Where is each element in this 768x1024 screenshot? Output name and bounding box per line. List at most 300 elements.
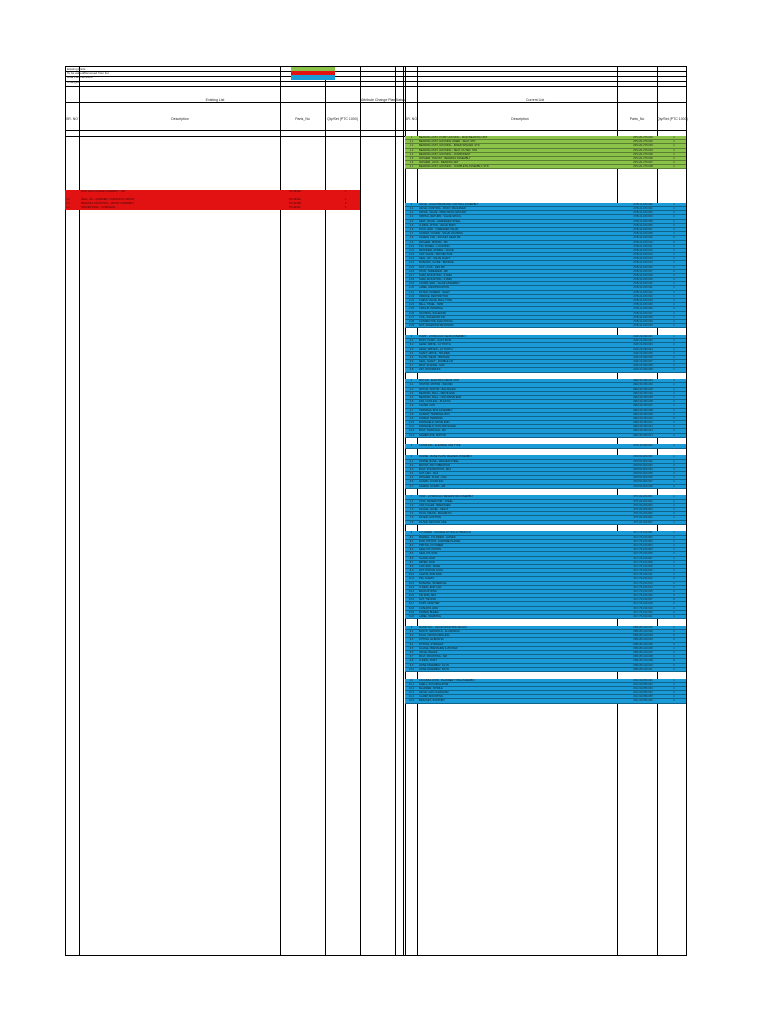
part-sr: 8.6 (409, 556, 414, 560)
part-part: ZHP-22-090-009 (633, 368, 653, 372)
part-row (405, 668, 686, 672)
part-qty: 1 (673, 650, 675, 654)
part-qty: 1 (673, 516, 675, 520)
part-part: ZCY-70-310-004 (633, 543, 653, 547)
part-qty: 1 (673, 630, 675, 634)
part-part: ZVB-41-180-004 (633, 215, 653, 219)
part-desc: SCREW, BLEED (419, 610, 439, 614)
part-desc: SHELL, ACCUMULATOR (419, 682, 449, 686)
part-qty: 8 (673, 598, 675, 602)
part-part: ZAC-90-050-003 (633, 686, 653, 690)
existing-list-title: Existing List (205, 98, 225, 102)
legend-label: Existing Parts (67, 66, 86, 71)
part-part: ZEM-30-450-001 (633, 379, 653, 383)
part-row (405, 699, 686, 703)
part-sr: 8.14 (408, 589, 415, 593)
part-part: ZMF-80-120-001 (633, 625, 653, 629)
part-sr: 2.12 (408, 253, 415, 257)
row-divider (65, 81, 686, 82)
part-desc: GAUGE, PRESSURE 0-250 BAR (419, 646, 458, 650)
part-desc: GEAR, DRIVEN - 12 TOOTH (419, 347, 453, 351)
part-desc: SCREW, CAP - SOCKET HEAD M6 (419, 236, 461, 240)
part-desc: FITTING, ELBOW 90 (419, 638, 444, 642)
part-part: ZCY-70-310-008 (633, 560, 653, 564)
part-desc: ORIFICE, RESTRICTOR (419, 294, 448, 298)
part-desc: SEAL KIT, PISTON (419, 548, 442, 552)
part-qty: 1 (673, 253, 675, 257)
part-qty: 1 (673, 219, 675, 223)
part-desc: VALVE - HIGH PRESSURE CONTROL ASSEMBLY (419, 202, 479, 206)
part-sr: 8.10 (408, 573, 415, 577)
part-qty: 4 (673, 484, 675, 488)
part-desc: ROD, PISTON - CHROME PLATED (419, 539, 461, 543)
part-qty: 1 (673, 625, 675, 629)
part-part: ZHP-22-090-003 (633, 343, 653, 347)
part-sr: 8.18 (408, 606, 415, 610)
part-sr: 9.9 (409, 663, 414, 667)
part-part: ZPG-81-275-007 (633, 161, 653, 165)
part-part: ZHP-22-090-001 (633, 334, 653, 338)
part-qty: 1 (673, 535, 675, 539)
part-desc: BRACKET, SUPPORT (419, 699, 445, 703)
part-qty: 1 (673, 339, 675, 343)
part-desc: TERMINAL BOX ASSEMBLY (419, 408, 453, 412)
part-sr: 8.12 (408, 581, 415, 585)
part-part: ZEM-30-450-005 (633, 395, 653, 399)
part-desc: COVER, END - VALVE ASSEMBLY (419, 282, 460, 286)
part-qty: 1 (673, 286, 675, 290)
part-qty: 4 (673, 472, 675, 476)
part-part: ZVB-41-180-025 (633, 303, 653, 307)
part-qty: 1 (673, 556, 675, 560)
part-sr: 4.11 (409, 425, 414, 429)
part-sr: 4.3 (409, 391, 414, 395)
part-part: ZCY-70-310-003 (633, 539, 653, 543)
part-desc: SHAFT, DRIVE - SPLINED (419, 351, 450, 355)
part-qty: 4 (673, 429, 675, 433)
part-qty: 1 (673, 552, 675, 556)
part-desc: GUARD, COUPLING (419, 480, 444, 484)
part-desc: STATOR, MOTOR - WOUND (419, 383, 453, 387)
part-desc: CONNECTOR, ELECTRICAL (419, 319, 454, 323)
part-sr: 6.6 (409, 480, 414, 484)
part-qty: 1 (673, 319, 675, 323)
part-part: ZMF-80-120-010 (633, 663, 653, 667)
part-qty: 1 (673, 682, 675, 686)
row-divider (65, 71, 686, 72)
part-desc: VALVE, RELIEF (419, 650, 438, 654)
part-part: ZCY-70-310-016 (633, 594, 653, 598)
part-sr: 2.18 (408, 278, 415, 282)
part-desc: SEAL KIT, ROD (419, 552, 438, 556)
part-qty: 2 (673, 638, 675, 642)
part-desc: WASHER, THRUST - BEARING ASSEMBLY (419, 156, 471, 160)
part-part: ZVB-41-180-026 (633, 307, 653, 311)
part-desc: CYLINDER - DOUBLE ACTING HYDRAULIC (419, 531, 472, 535)
part-part: ZCY-70-310-015 (633, 589, 653, 593)
part-desc: CAP, FILLER - BREATHER (419, 503, 451, 507)
part-part: ZEM-30-450-003 (633, 387, 653, 391)
part-sr: 2.3 (409, 215, 414, 219)
spreadsheet (65, 66, 686, 956)
part-qty: 1 (673, 202, 675, 206)
part-part: ZTK-60-200-006 (633, 516, 653, 520)
part-sr: 1.5 (409, 156, 414, 160)
part-sr: 9.5 (409, 646, 414, 650)
part-qty: 1 (673, 261, 675, 265)
part-part: ZCY-70-310-009 (633, 564, 653, 568)
part-row (405, 521, 686, 525)
part-desc: PORT, ADAPTER (419, 602, 440, 606)
part-qty: 1 (673, 433, 675, 437)
part-part: ZVB-41-180-020 (633, 282, 653, 286)
part-qty: 1 (673, 678, 675, 682)
part-part: ZCY-70-310-005 (633, 548, 653, 552)
column-divider (395, 66, 396, 956)
part-sr: 8.15 (408, 594, 415, 598)
part-part: ZVB-41-180-019 (633, 278, 653, 282)
part-qty: 1 (673, 495, 675, 499)
part-sr: 3.2 (409, 343, 414, 347)
removed-part-qty: 1 (345, 206, 347, 210)
part-qty: 1 (673, 425, 675, 429)
part-qty: 4 (673, 594, 675, 598)
part-desc: SEAL, SHAFT - DOUBLE LIP (419, 360, 454, 364)
part-qty: 2 (673, 602, 675, 606)
part-qty: 1 (673, 294, 675, 298)
part-row (405, 615, 686, 619)
part-sr: 2.16 (408, 269, 415, 273)
part-desc: NUT, PISTON LOCK (419, 569, 443, 573)
part-qty: 1 (673, 480, 675, 484)
part-qty: 1 (673, 383, 675, 387)
part-qty: 1 (673, 334, 675, 338)
row-divider (65, 86, 686, 87)
sr-no-header: SR. NO (405, 117, 418, 121)
part-sr: 8.1 (409, 535, 414, 539)
part-desc: MANIFOLD - VALVE MOUNTING BLOCK (419, 625, 468, 629)
part-part: ZCY-70-310-017 (633, 598, 653, 602)
part-sr: 9.4 (409, 642, 414, 646)
part-desc: BLOCK, MANIFOLD - ALUMINIUM (419, 630, 460, 634)
part-sr: 8.4 (409, 548, 414, 552)
part-part: ZCY-70-310-010 (633, 569, 653, 573)
part-part: ZVB-41-180-010 (633, 240, 653, 244)
removed-part-desc: BOLT HEX FLANGE ASSEMBLY - M8 (81, 190, 125, 193)
part-desc: ENDSHIELD, NON DRIVE END (419, 425, 456, 429)
part-qty: 4 (673, 364, 675, 368)
part-part: ZCY-70-310-006 (633, 552, 653, 556)
part-qty: 2 (673, 663, 675, 667)
part-part: ZCY-70-310-001 (633, 531, 653, 535)
part-qty: 1 (673, 152, 675, 156)
part-qty: 4 (673, 467, 675, 471)
part-sr: 7.5 (409, 516, 414, 520)
part-qty: 1 (673, 290, 675, 294)
part-sr: 10 (410, 678, 413, 682)
part-sr: 7.1 (409, 499, 414, 503)
part-sr: 4.10 (408, 421, 415, 425)
part-desc: NUT, TIE ROD (419, 598, 436, 602)
part-qty: 1 (673, 343, 675, 347)
part-sr: 9 (410, 625, 413, 629)
part-sr: 10.2 (408, 686, 415, 690)
part-sr: 9.1 (409, 630, 414, 634)
part-desc: RETAINER, SPRING - VALVE (419, 248, 454, 252)
part-sr: 4.12 (408, 429, 415, 433)
part-sr: 10.4 (408, 695, 415, 699)
part-desc: LABEL, WARNING (419, 615, 441, 619)
part-part: ZTK-60-200-007 (633, 520, 653, 524)
part-qty: 2 (673, 577, 675, 581)
part-sr: 3.3 (409, 347, 414, 351)
part-sr: 8.11 (409, 577, 414, 581)
part-desc: ACCUMULATOR - BLADDER TYPE ASSEMBLY (419, 678, 476, 682)
part-desc: PLATE, WEAR - BRONZE (419, 355, 450, 359)
part-part: ZPG-81-275-003 (633, 144, 653, 148)
status-header: Status (395, 98, 405, 102)
part-desc: BEARING ASSY, HOUSING - COMPLETE ASSEMBLY, STD (419, 165, 489, 169)
part-desc: SPOOL, VALVE - PRECISION GROUND (419, 211, 467, 215)
part-part: ZCY-70-310-002 (633, 535, 653, 539)
part-desc: BEARING ASSY, PUMP HOUSING - MAIN BEARING UNIT (419, 136, 488, 139)
column-divider (403, 66, 404, 956)
removed-part-row (65, 206, 360, 210)
part-qty: 2 (673, 161, 675, 165)
part-sr: 4.7 (409, 408, 414, 412)
part-part: ZMF-80-120-008 (633, 655, 653, 659)
part-desc: HOUSING, SOLENOID (419, 311, 446, 315)
part-sr: 2.4 (409, 219, 414, 223)
part-part: ZEM-30-450-012 (633, 425, 653, 429)
part-part: ZMF-80-120-004 (633, 638, 653, 642)
part-desc: BUSHING, SPHERICAL (419, 581, 447, 585)
part-part: ZFR-50-900-003 (633, 463, 653, 467)
part-part: ZCY-70-310-021 (633, 615, 653, 619)
part-part: ZVB-41-180-021 (633, 286, 653, 290)
part-part: ZEM-30-450-009 (633, 412, 653, 416)
part-sr: 3.1 (409, 339, 414, 343)
part-sr: 9.3 (409, 638, 414, 642)
part-qty: 1 (673, 503, 675, 507)
part-sr: 2.10 (408, 244, 415, 248)
part-part: ZMF-80-120-006 (633, 646, 653, 650)
part-sr: 1.2 (409, 144, 414, 148)
part-qty: 1 (673, 699, 675, 703)
part-qty: 4 (673, 655, 675, 659)
part-desc: NUT, SOLENOID RETAINING (419, 324, 454, 328)
part-sr: 1.4 (409, 152, 414, 156)
part-no-header: Parts_No (629, 117, 645, 121)
part-part: ZVB-41-180-003 (633, 211, 653, 215)
part-qty: 4 (673, 642, 675, 646)
part-part: ZPG-81-275-005 (633, 152, 653, 156)
part-sr: 6.4 (409, 472, 414, 476)
part-row (405, 368, 686, 372)
part-part: ZCY-70-310-014 (633, 585, 653, 589)
part-desc: SCREW, GUARD - M6 (419, 484, 446, 488)
part-sr: 3.5 (409, 355, 414, 359)
part-sr: 6.1 (409, 459, 414, 463)
part-qty: 2 (673, 156, 675, 160)
part-part: ZEM-30-450-014 (633, 433, 653, 437)
removed-part-desc: SPACER RING - COMPLETE (81, 206, 116, 210)
part-desc: CLAMP, MOUNTING (419, 695, 444, 699)
part-qty: 1 (673, 543, 675, 547)
part-qty: 4 (673, 463, 675, 467)
part-desc: VALVE, GAS CHARGING (419, 691, 449, 695)
part-desc: SPRING, RETURN - VALVE SPOOL (419, 215, 462, 219)
part-qty: 6 (673, 236, 675, 240)
part-sr: 8.7 (409, 560, 414, 564)
part-qty: 2 (673, 581, 675, 585)
part-sr: 2.22 (408, 294, 415, 298)
part-sr: 8.8 (409, 564, 414, 568)
legend-swatch (291, 75, 335, 80)
part-part: ZVB-41-180-013 (633, 253, 653, 257)
part-part: ZEM-30-450-013 (633, 429, 653, 433)
part-desc: COUPLING - FLEXIBLE JAW TYPE (419, 444, 461, 448)
part-sr: 1 (410, 136, 413, 139)
part-sr: 2.9 (409, 240, 414, 244)
removed-part-sr: 1.2 (66, 198, 70, 202)
legend-label: Changes (67, 79, 80, 84)
part-sr: 2.17 (408, 273, 415, 277)
part-desc: PLUG, END - THREADED VALVE (419, 227, 459, 231)
part-desc: ROTOR, MOTOR - BALANCED (419, 387, 456, 391)
part-sr: 3.4 (409, 351, 414, 355)
part-qty: 1 (673, 691, 675, 695)
part-part: ZVB-41-180-012 (633, 248, 653, 252)
part-sr: 2.29 (408, 324, 415, 328)
part-sr: 9.7 (409, 655, 414, 659)
part-desc: BARREL, CYLINDER - HONED (419, 535, 456, 539)
row-divider (65, 102, 686, 103)
part-part: ZCY-70-310-018 (633, 602, 653, 606)
part-sr: 3.6 (409, 360, 414, 364)
part-desc: GASKET, COVER - VALVE HOUSING (419, 232, 464, 236)
part-part: ZMF-80-120-005 (633, 642, 653, 646)
part-part: ZFR-50-900-004 (633, 467, 653, 471)
removed-part-qty: 2 (345, 202, 347, 206)
part-qty: 1 (673, 459, 675, 463)
part-row (405, 485, 686, 489)
column-divider (686, 66, 687, 956)
part-qty: 1 (673, 512, 675, 516)
part-sr: 2.26 (408, 311, 415, 315)
part-qty: 1 (673, 404, 675, 408)
part-part: ZMF-80-120-009 (633, 659, 653, 663)
part-part: ZVB-41-180-015 (633, 261, 653, 265)
part-qty: 1 (673, 421, 675, 425)
part-qty: 1 (673, 444, 675, 448)
part-desc: BODY, PUMP - CAST IRON (419, 339, 452, 343)
part-qty: 1 (673, 315, 675, 319)
part-part: ZVB-41-180-028 (633, 315, 653, 319)
part-sr: 2.25 (408, 307, 415, 311)
part-qty: 1 (673, 360, 675, 364)
part-desc: PLUG, CROSS DRILLING (419, 634, 450, 638)
part-desc: PUMP - HYDRAULIC GEAR ASSEMBLY (419, 334, 467, 338)
removed-part-sr: 1.3 (66, 202, 70, 206)
part-qty: 1 (673, 140, 675, 144)
part-desc: GEAR, DRIVE - 12 TOOTH (419, 343, 451, 347)
part-qty: 1 (673, 531, 675, 535)
part-desc: WASHER, LOCK - BEARING SET (419, 161, 459, 165)
part-sr: 7.6 (409, 520, 414, 524)
part-part: ZMF-80-120-002 (633, 630, 653, 634)
part-desc: BOLT, MOUNTING - M8 (419, 655, 447, 659)
part-desc: BLADDER, NITRILE (419, 686, 443, 690)
part-desc: PIN, DOWEL - LOCATING (419, 244, 450, 248)
part-qty: 1 (673, 615, 675, 619)
part-qty: 1 (673, 548, 675, 552)
part-part: ZPG-81-275-002 (633, 140, 653, 144)
part-qty: 4 (673, 223, 675, 227)
part-qty: 1 (673, 408, 675, 412)
part-sr: 1.7 (409, 165, 414, 169)
part-part: ZPG-81-275-008 (633, 165, 653, 169)
part-qty: 1 (673, 379, 675, 383)
part-qty: 1 (673, 257, 675, 261)
part-part: ZVB-41-180-011 (633, 244, 653, 248)
part-sr: 8.9 (409, 569, 414, 573)
part-sr: 2.6 (409, 227, 414, 231)
part-part: ZEM-30-450-011 (633, 421, 653, 425)
part-qty: 1 (673, 686, 675, 690)
part-sr: 2.20 (408, 286, 415, 290)
part-desc: BALL, STEEL - 5MM (419, 303, 443, 307)
part-part: ZHP-22-090-005 (633, 351, 653, 355)
part-desc: ENDSHIELD, DRIVE END (419, 421, 450, 425)
part-desc: SCREW, TERMINAL (419, 416, 444, 420)
part-part: ZTK-60-200-005 (633, 512, 653, 516)
part-qty: 1 (673, 387, 675, 391)
removed-part-sr: 1.4 (66, 206, 70, 210)
part-desc: FITTING, STRAIGHT (419, 642, 444, 646)
part-qty: 1 (673, 282, 675, 286)
part-sr: 2.19 (408, 282, 415, 286)
part-part: ZFR-50-900-006 (633, 476, 653, 480)
part-desc: FRAME, BASE - WELDED STEEL (419, 459, 459, 463)
part-qty: 1 (673, 311, 675, 315)
part-part: ZTK-60-200-001 (633, 495, 653, 499)
part-sr: 2.14 (408, 261, 415, 265)
part-desc: KEY, WOODRUFF (419, 368, 441, 372)
part-qty: 2 (673, 215, 675, 219)
part-sr: 2.13 (408, 257, 415, 261)
removed-part-part: PS-3043B (289, 202, 301, 206)
part-desc: BUSHING, GUIDE - BRONZE (419, 261, 454, 265)
part-qty: 1 (673, 299, 675, 303)
part-qty: 2 (673, 585, 675, 589)
part-sr: 3 (410, 334, 413, 338)
row-divider (65, 130, 686, 131)
part-qty: 1 (673, 148, 675, 152)
part-part: ZVB-41-180-024 (633, 299, 653, 303)
part-sr: 5 (410, 444, 413, 448)
part-sr: 10.5 (408, 699, 415, 703)
part-desc: FILTER, SCREEN - INLET (419, 290, 450, 294)
part-sr: 2.21 (408, 290, 415, 294)
part-part: ZHP-22-090-002 (633, 339, 653, 343)
part-qty: 2 (673, 606, 675, 610)
part-part: ZVB-41-180-005 (633, 219, 653, 223)
part-desc: CAP, VALVE - PROTECTIVE (419, 253, 453, 257)
part-qty: 1 (673, 560, 675, 564)
part-part: ZCY-70-310-019 (633, 606, 653, 610)
part-qty: 2 (673, 265, 675, 269)
